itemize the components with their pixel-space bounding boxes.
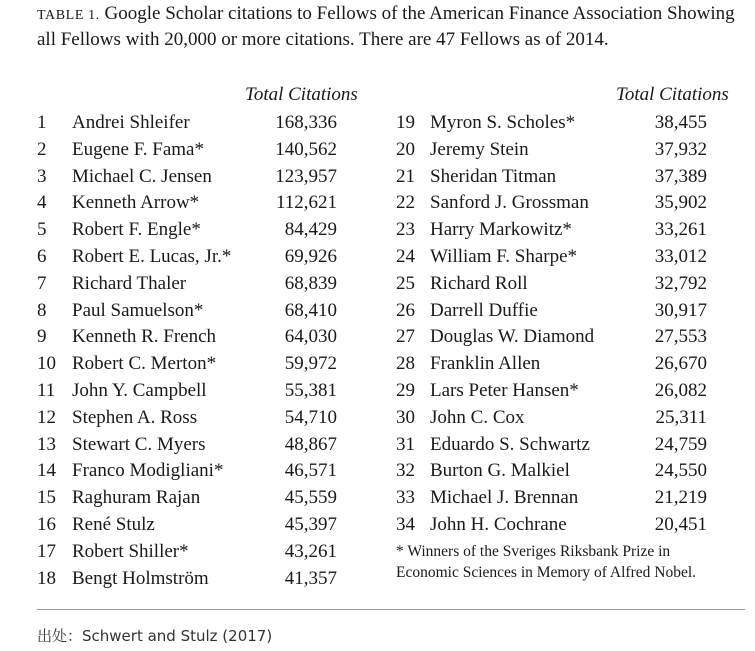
citations-cell: 112,621 xyxy=(275,192,337,214)
table-row xyxy=(37,351,337,378)
citations-cell: 38,455 xyxy=(654,112,707,133)
table-row xyxy=(396,458,707,485)
rank-cell: 6 xyxy=(37,245,47,267)
citations-cell: 64,030 xyxy=(284,326,337,348)
table-row xyxy=(396,110,707,137)
rank-cell: 4 xyxy=(37,192,47,214)
right-column-header: Total Citations xyxy=(616,84,729,105)
fellow-name-cell: Robert E. Lucas, Jr.* xyxy=(72,245,232,267)
citations-cell: 33,012 xyxy=(654,245,707,267)
rank-cell: 27 xyxy=(396,326,415,348)
citations-cell: 48,867 xyxy=(284,433,337,455)
rank-cell: 10 xyxy=(37,353,56,375)
table-caption-text: Google Scholar citations to Fellows of the American Finance Association Showing all Fellows with 20,000 or more citations. There are 47 Fellows as of 2014. xyxy=(37,3,735,50)
table-caption xyxy=(37,2,737,52)
table-row xyxy=(37,566,337,593)
table-row xyxy=(396,432,707,459)
citations-cell: 37,389 xyxy=(654,165,707,187)
citations-cell: 27,553 xyxy=(654,326,707,348)
rank-cell: 5 xyxy=(37,219,47,241)
table-row xyxy=(37,512,337,539)
fellow-name-cell: Franco Modigliani* xyxy=(72,460,224,482)
rank-cell: 25 xyxy=(396,272,415,294)
fellow-name-cell: Jeremy Stein xyxy=(430,138,529,160)
citations-cell: 46,571 xyxy=(284,460,337,482)
fellow-name-cell: Myron S. Scholes* xyxy=(430,112,576,133)
table-row xyxy=(396,485,707,512)
fellow-name-cell: John H. Cochrane xyxy=(430,513,567,535)
source-note: 出处：Schwert and Stulz (2017) xyxy=(37,627,273,645)
rank-cell: 32 xyxy=(396,460,415,482)
rank-cell: 23 xyxy=(396,219,415,241)
table-row xyxy=(37,298,337,325)
table-row xyxy=(37,190,337,217)
rank-cell: 13 xyxy=(37,433,56,455)
fellow-name-cell: Eduardo S. Schwartz xyxy=(430,433,590,455)
fellow-name-cell: Sanford J. Grossman xyxy=(430,192,589,214)
rank-cell: 28 xyxy=(396,353,415,375)
citations-cell: 21,219 xyxy=(654,487,707,509)
rank-cell: 20 xyxy=(396,138,415,160)
rank-cell: 12 xyxy=(37,406,56,428)
citations-cell: 168,336 xyxy=(275,112,337,133)
table-row xyxy=(37,485,337,512)
citations-cell: 35,902 xyxy=(654,192,707,214)
fellow-name-cell: John C. Cox xyxy=(430,406,525,428)
table-row xyxy=(396,351,707,378)
fellow-name-cell: Douglas W. Diamond xyxy=(430,326,595,348)
rank-cell: 2 xyxy=(37,138,47,160)
citations-cell: 69,926 xyxy=(284,245,337,267)
citations-cell: 123,957 xyxy=(275,165,337,187)
table-row xyxy=(37,324,337,351)
fellow-name-cell: Darrell Duffie xyxy=(430,299,538,321)
citations-cell: 25,311 xyxy=(655,406,707,428)
fellow-name-cell: Michael C. Jensen xyxy=(72,165,212,187)
table-row xyxy=(37,137,337,164)
left-column-header: Total Citations xyxy=(245,84,358,105)
table-row xyxy=(396,190,707,217)
rank-cell: 24 xyxy=(396,245,415,267)
table-row xyxy=(37,244,337,271)
left-table-body xyxy=(37,110,337,592)
fellow-name-cell: Michael J. Brennan xyxy=(430,487,579,509)
rank-cell: 1 xyxy=(37,112,47,133)
table-row xyxy=(37,271,337,298)
citations-cell: 20,451 xyxy=(654,513,707,535)
fellow-name-cell: Stephen A. Ross xyxy=(72,406,198,428)
citations-cell: 41,357 xyxy=(284,567,337,589)
fellow-name-cell: Richard Roll xyxy=(430,272,528,294)
rank-cell: 34 xyxy=(396,513,415,535)
fellow-name-cell: Franklin Allen xyxy=(430,353,541,375)
fellow-name-cell: Lars Peter Hansen* xyxy=(430,379,579,401)
citations-cell: 59,972 xyxy=(284,353,337,375)
citations-cell: 24,550 xyxy=(654,460,707,482)
fellow-name-cell: Harry Markowitz* xyxy=(430,219,572,241)
table-row xyxy=(37,110,337,137)
fellow-name-cell: René Stulz xyxy=(72,513,155,535)
citations-cell: 30,917 xyxy=(654,299,707,321)
fellow-name-cell: John Y. Campbell xyxy=(72,379,207,401)
fellow-name-cell: Burton G. Malkiel xyxy=(430,460,570,482)
citations-cell: 24,759 xyxy=(654,433,707,455)
fellow-name-cell: Bengt Holmström xyxy=(72,567,209,589)
table-row xyxy=(37,378,337,405)
rank-cell: 17 xyxy=(37,540,56,562)
citations-cell: 55,381 xyxy=(284,379,337,401)
table-row xyxy=(396,405,707,432)
fellow-name-cell: Raghuram Rajan xyxy=(72,487,201,509)
citations-cell: 26,670 xyxy=(654,353,707,375)
table-row xyxy=(396,512,707,539)
rank-cell: 33 xyxy=(396,487,415,509)
rank-cell: 9 xyxy=(37,326,47,348)
table-row xyxy=(37,539,337,566)
citations-cell: 43,261 xyxy=(284,540,337,562)
rank-cell: 7 xyxy=(37,272,47,294)
table-row xyxy=(396,378,707,405)
rank-cell: 11 xyxy=(37,379,56,401)
citations-cell: 32,792 xyxy=(654,272,707,294)
fellow-name-cell: William F. Sharpe* xyxy=(430,245,578,267)
right-table-body xyxy=(396,110,707,539)
table-row xyxy=(37,458,337,485)
fellow-name-cell: Robert C. Merton* xyxy=(72,353,217,375)
citations-cell: 45,559 xyxy=(284,487,337,509)
fellow-name-cell: Stewart C. Myers xyxy=(72,433,206,455)
fellow-name-cell: Paul Samuelson* xyxy=(72,299,204,321)
divider xyxy=(37,609,745,610)
fellow-name-cell: Andrei Shleifer xyxy=(72,112,190,133)
rank-cell: 19 xyxy=(396,112,415,133)
citations-cell: 26,082 xyxy=(654,379,707,401)
fellow-name-cell: Robert Shiller* xyxy=(72,540,189,562)
footnote: * Winners of the Sveriges Riksbank Prize in Economic Sciences in Memory of Alfred Nobel. xyxy=(396,543,697,581)
table-row xyxy=(396,137,707,164)
table-row xyxy=(396,271,707,298)
rank-cell: 21 xyxy=(396,165,415,187)
citations-cell: 140,562 xyxy=(275,138,337,160)
fellow-name-cell: Richard Thaler xyxy=(72,272,187,294)
fellow-name-cell: Kenneth R. French xyxy=(72,326,217,348)
fellow-name-cell: Sheridan Titman xyxy=(430,165,557,187)
citations-cell: 84,429 xyxy=(284,219,337,241)
citations-cell: 45,397 xyxy=(284,513,337,535)
rank-cell: 22 xyxy=(396,192,415,214)
table-row xyxy=(396,217,707,244)
rank-cell: 26 xyxy=(396,299,415,321)
rank-cell: 29 xyxy=(396,379,415,401)
table-row xyxy=(37,405,337,432)
rank-cell: 30 xyxy=(396,406,415,428)
rank-cell: 31 xyxy=(396,433,415,455)
rank-cell: 16 xyxy=(37,513,56,535)
citations-cell: 68,839 xyxy=(284,272,337,294)
fellow-name-cell: Robert F. Engle* xyxy=(72,219,201,241)
table-row xyxy=(396,324,707,351)
rank-cell: 3 xyxy=(37,165,47,187)
citations-cell: 33,261 xyxy=(654,219,707,241)
citations-cell: 37,932 xyxy=(654,138,707,160)
rank-cell: 18 xyxy=(37,567,56,589)
table-row xyxy=(37,164,337,191)
rank-cell: 8 xyxy=(37,299,47,321)
fellow-name-cell: Eugene F. Fama* xyxy=(72,138,204,160)
citations-cell: 68,410 xyxy=(284,299,337,321)
table-row xyxy=(37,432,337,459)
table-label: TABLE 1. xyxy=(37,8,100,23)
fellow-name-cell: Kenneth Arrow* xyxy=(72,192,200,214)
rank-cell: 15 xyxy=(37,487,56,509)
table-row xyxy=(396,164,707,191)
table-row xyxy=(396,298,707,325)
citations-cell: 54,710 xyxy=(284,406,337,428)
rank-cell: 14 xyxy=(37,460,56,482)
table-row xyxy=(396,244,707,271)
table-row xyxy=(37,217,337,244)
